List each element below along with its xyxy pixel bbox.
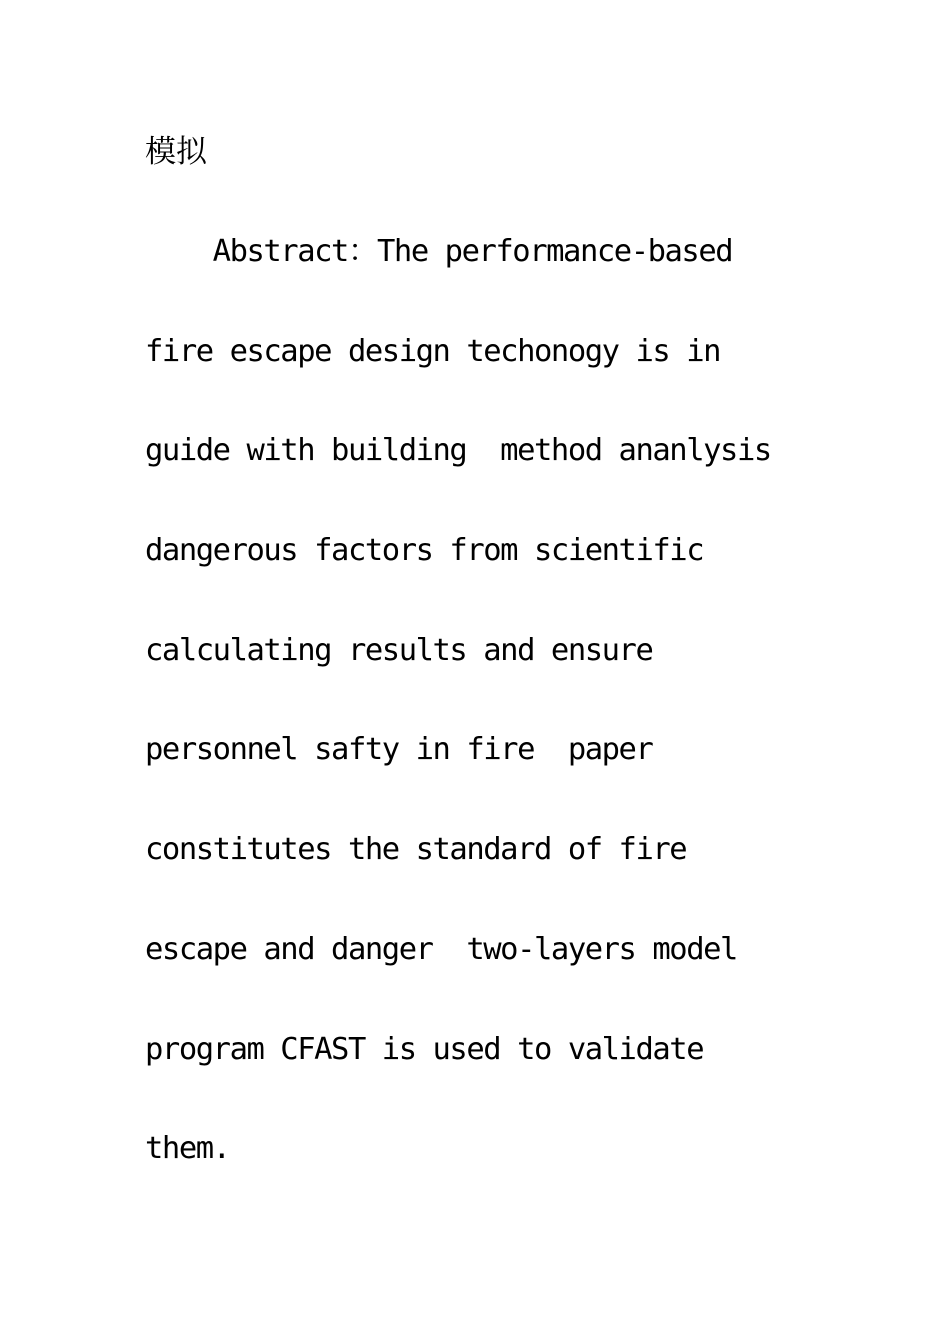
text-line: guide with building method ananlysis <box>145 433 771 469</box>
text-line: Abstract：The performance-based <box>145 234 733 269</box>
text-line: program CFAST is used to validate <box>145 1031 704 1067</box>
text-line: constitutes the standard of fire <box>145 832 687 868</box>
text-line: fire escape design techonogy is in <box>145 333 721 369</box>
text-line: personnel safty in fire paper <box>145 732 653 768</box>
text-line: escape and danger two-layers model <box>145 931 737 967</box>
text-line: dangerous factors from scientific <box>145 533 704 569</box>
text-line: calculating results and ensure <box>145 632 653 668</box>
abstract-paragraph <box>145 227 771 1224</box>
section-heading: 模拟 <box>145 134 207 170</box>
text-line: them. <box>145 1131 230 1167</box>
